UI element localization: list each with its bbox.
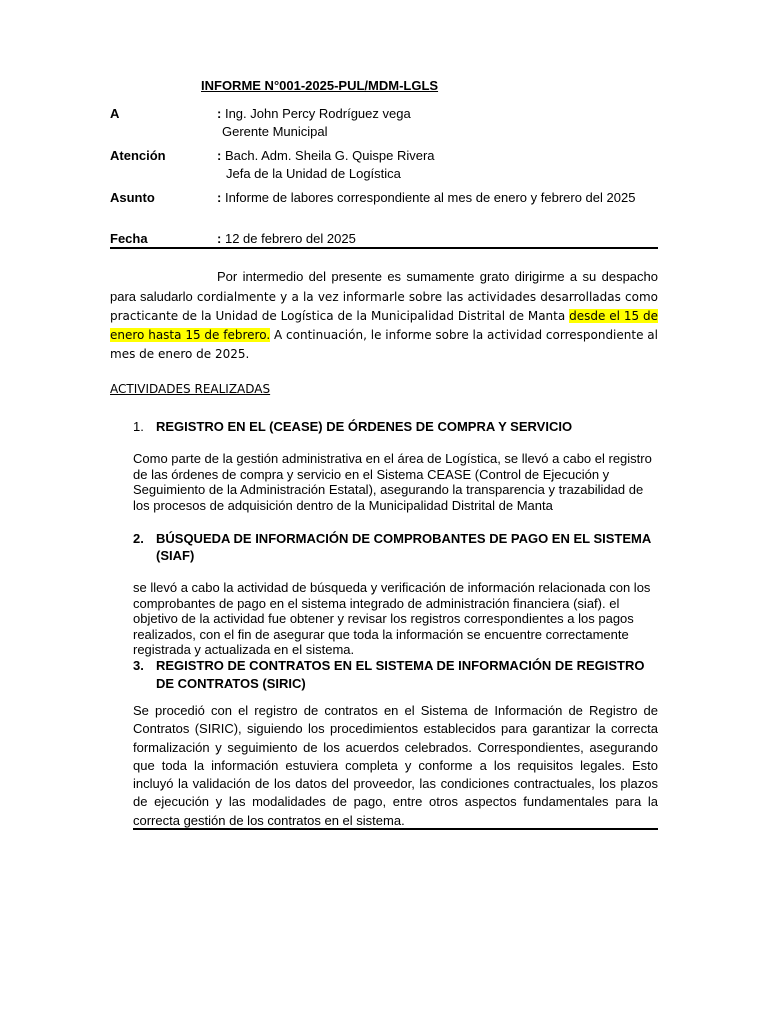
section-title: ACTIVIDADES REALIZADAS (110, 382, 271, 396)
intro-part1: Por intermedio del presente es sumamente grato dirigirme a su despacho para saludarlo (110, 269, 658, 304)
subject-text: Informe de labores correspondiente al mes de enero y febrero del 2025 (224, 190, 636, 205)
item-body: se llevó a cabo la actividad de búsqueda y verificación de información relacionada con los comprobantes de pago en el sistema integrado de administración financiera (siaf). el objetivo de la actividad fue obtener y revisar los registros correspondientes a los pagos realizados, con el fin de asegurar que toda la información se encuentre correctamente registrada y actualizada en el sistema. (133, 580, 651, 657)
item-heading (133, 530, 658, 564)
item-title: BÚSQUEDA DE INFORMACIÓN DE COMPROBANTES DE PAGO EN EL SISTEMA (SIAF) (156, 531, 651, 563)
attention-label: Atención (110, 148, 166, 163)
date-value (217, 231, 356, 246)
intro-part3: A continuación, le informe sobre la actividad correspondiente al mes de enero de 2025. (110, 328, 658, 361)
to-value (217, 106, 411, 121)
document-title: INFORME N°001-2025-PUL/MDM-LGLS (201, 78, 439, 93)
to-name: Ing. John Percy Rodríguez vega (224, 106, 411, 121)
intro-part2: cordialmente y a la vez informarle sobre las actividades desarrolladas como practicante de la Unidad de Logística de la Municipalidad Distrital de Manta (110, 290, 658, 323)
colon: : (217, 106, 222, 121)
to-role: Gerente Municipal (222, 124, 328, 139)
item-number: 2. (133, 531, 144, 546)
attention-value (217, 148, 435, 163)
item-number: 3. (133, 658, 144, 673)
item-body: Se procedió con el registro de contratos en el Sistema de Información de Registro de Contratos (SIRIC), siguiendo los procedimientos establecidos para garantizar la correcta formalización y seguimiento de los acuerdos celebrados. Correspondientes, asegurando que toda la información estuviera completa y conforme a los requisitos legales. Esto incluyó la validación de los datos del proveedor, las condiciones contractuales, los plazos de ejecución y las modalidades de pago, entre otros aspectos fundamentales para la correcta gestión de los contratos en el sistema. (133, 703, 658, 828)
item-body: Como parte de la gestión administrativa en el área de Logística, se llevó a cabo el registro de las órdenes de compra y servicio en el Sistema CEASE (Control de Ejecución y Seguimiento de la Administración Estatal), asegurando la transparencia y trazabilidad de los procesos de adquisición dentro de la Municipalidad Distrital de Manta (133, 451, 652, 513)
to-label: A (110, 106, 120, 121)
attention-role: Jefa de la Unidad de Logística (226, 166, 401, 181)
date-label: Fecha (110, 231, 148, 246)
subject-value (217, 190, 635, 205)
subject-label: Asunto (110, 190, 155, 205)
colon: : (217, 190, 222, 205)
item-title: REGISTRO DE CONTRATOS EN EL SISTEMA DE INFORMACIÓN DE REGISTRO DE CONTRATOS (SIRIC) (156, 658, 645, 691)
bottom-divider (133, 828, 658, 830)
intro-paragraph (110, 267, 658, 364)
item-number: 1. (133, 419, 144, 434)
item-title: REGISTRO EN EL (CEASE) DE ÓRDENES DE COMPRA Y SERVICIO (156, 419, 573, 434)
colon: : (217, 231, 222, 246)
date-text: 12 de febrero del 2025 (224, 231, 356, 246)
intro-highlight: desde el 15 de enero hasta 15 de febrero. (110, 309, 658, 342)
item-heading (133, 657, 658, 693)
header-divider (110, 247, 658, 249)
colon: : (217, 148, 222, 163)
attention-name: Bach. Adm. Sheila G. Quispe Rivera (224, 148, 435, 163)
item-heading (133, 418, 658, 435)
